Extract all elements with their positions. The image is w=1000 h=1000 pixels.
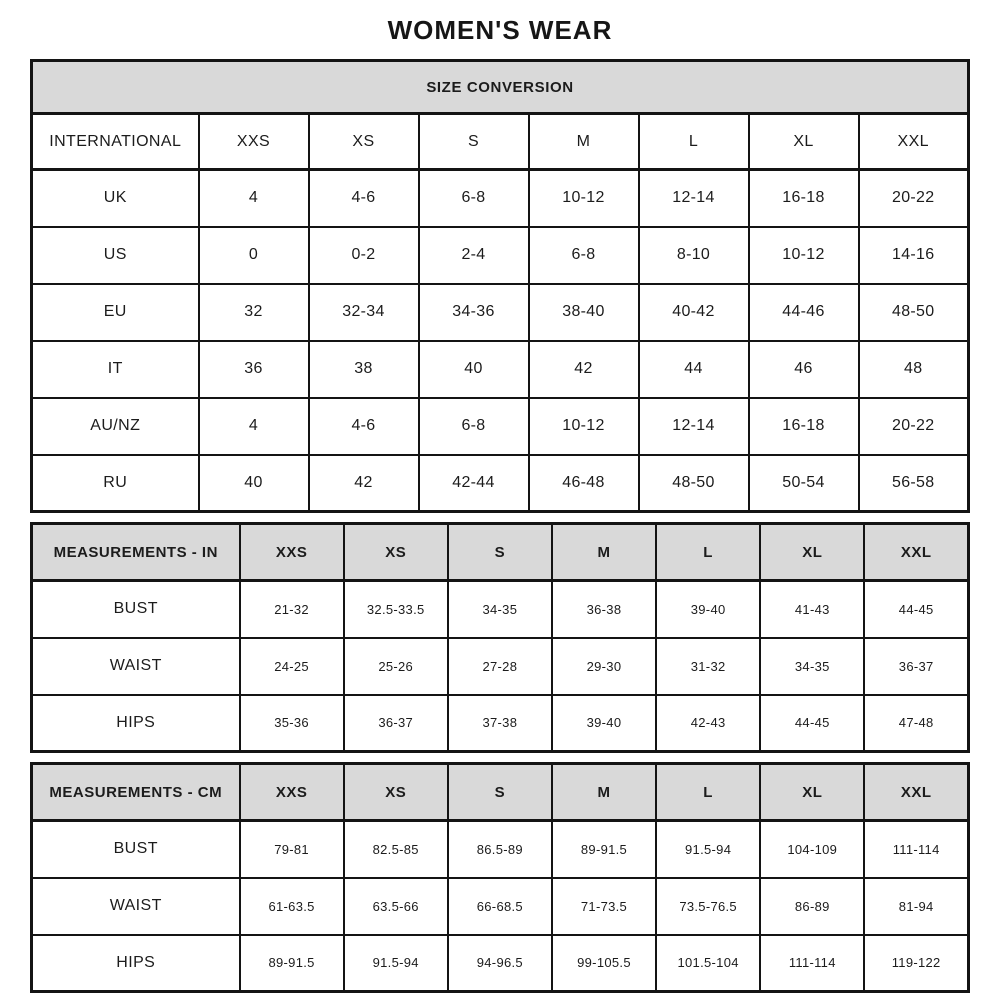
- row-label: BUST: [32, 581, 240, 638]
- size-value-cell: 31-32: [656, 638, 760, 695]
- table-row: [32, 821, 969, 878]
- column-header: XS: [344, 524, 448, 581]
- row-label: US: [32, 227, 199, 284]
- column-header: XXS: [240, 764, 344, 821]
- column-header: L: [656, 524, 760, 581]
- table-row: [32, 227, 969, 284]
- size-value-cell: 16-18: [749, 398, 859, 455]
- column-header: L: [639, 114, 749, 170]
- size-value-cell: 111-114: [864, 821, 968, 878]
- size-value-cell: 42-43: [656, 695, 760, 752]
- row-header-label: INTERNATIONAL: [32, 114, 199, 170]
- size-value-cell: 36-37: [864, 638, 968, 695]
- size-value-cell: 20-22: [859, 170, 969, 227]
- size-value-cell: 4: [199, 398, 309, 455]
- size-value-cell: 86.5-89: [448, 821, 552, 878]
- column-header-row: [32, 524, 969, 581]
- size-value-cell: 6-8: [419, 398, 529, 455]
- row-label: HIPS: [32, 695, 240, 752]
- size-value-cell: 32.5-33.5: [344, 581, 448, 638]
- size-value-cell: 38: [309, 341, 419, 398]
- size-value-cell: 27-28: [448, 638, 552, 695]
- size-value-cell: 42: [309, 455, 419, 512]
- table-title: SIZE CONVERSION: [32, 61, 969, 114]
- table-row: [32, 935, 969, 992]
- size-value-cell: 101.5-104: [656, 935, 760, 992]
- size-value-cell: 111-114: [760, 935, 864, 992]
- row-label: UK: [32, 170, 199, 227]
- size-value-cell: 41-43: [760, 581, 864, 638]
- size-value-cell: 10-12: [749, 227, 859, 284]
- row-header-label: MEASUREMENTS - IN: [32, 524, 240, 581]
- column-header: L: [656, 764, 760, 821]
- table-row: [32, 638, 969, 695]
- size-value-cell: 40: [199, 455, 309, 512]
- column-header: XL: [749, 114, 859, 170]
- size-value-cell: 44-45: [760, 695, 864, 752]
- size-value-cell: 71-73.5: [552, 878, 656, 935]
- column-header: M: [552, 524, 656, 581]
- size-value-cell: 50-54: [749, 455, 859, 512]
- size-value-cell: 99-105.5: [552, 935, 656, 992]
- size-value-cell: 46: [749, 341, 859, 398]
- size-value-cell: 39-40: [552, 695, 656, 752]
- table-title-row: [32, 61, 969, 114]
- size-value-cell: 47-48: [864, 695, 968, 752]
- size-value-cell: 34-35: [760, 638, 864, 695]
- measurements-cm-body: [32, 821, 969, 992]
- table-row: [32, 284, 969, 341]
- size-value-cell: 42-44: [419, 455, 529, 512]
- measurements-in-body: [32, 581, 969, 752]
- row-label: HIPS: [32, 935, 240, 992]
- size-conversion-table: [30, 59, 970, 513]
- size-value-cell: 63.5-66: [344, 878, 448, 935]
- size-value-cell: 29-30: [552, 638, 656, 695]
- size-value-cell: 36-37: [344, 695, 448, 752]
- size-value-cell: 89-91.5: [552, 821, 656, 878]
- measurements-cm-header: [32, 764, 969, 821]
- size-value-cell: 25-26: [344, 638, 448, 695]
- column-header: S: [419, 114, 529, 170]
- size-value-cell: 34-35: [448, 581, 552, 638]
- table-row: [32, 878, 969, 935]
- size-value-cell: 12-14: [639, 398, 749, 455]
- size-value-cell: 0-2: [309, 227, 419, 284]
- size-value-cell: 0: [199, 227, 309, 284]
- size-value-cell: 81-94: [864, 878, 968, 935]
- size-value-cell: 4-6: [309, 398, 419, 455]
- size-value-cell: 20-22: [859, 398, 969, 455]
- size-value-cell: 79-81: [240, 821, 344, 878]
- size-value-cell: 4: [199, 170, 309, 227]
- size-conversion-body: [32, 170, 969, 512]
- size-value-cell: 48-50: [639, 455, 749, 512]
- size-value-cell: 6-8: [529, 227, 639, 284]
- column-header: XXL: [864, 764, 968, 821]
- measurements-in-header: [32, 524, 969, 581]
- size-value-cell: 10-12: [529, 170, 639, 227]
- column-header: XS: [344, 764, 448, 821]
- size-value-cell: 32: [199, 284, 309, 341]
- size-value-cell: 21-32: [240, 581, 344, 638]
- size-value-cell: 44-45: [864, 581, 968, 638]
- table-row: [32, 455, 969, 512]
- size-value-cell: 73.5-76.5: [656, 878, 760, 935]
- size-value-cell: 48: [859, 341, 969, 398]
- size-value-cell: 44: [639, 341, 749, 398]
- size-value-cell: 35-36: [240, 695, 344, 752]
- size-value-cell: 40-42: [639, 284, 749, 341]
- page-title: WOMEN'S WEAR: [387, 15, 613, 45]
- size-value-cell: 8-10: [639, 227, 749, 284]
- table-row: [32, 170, 969, 227]
- table-row: [32, 341, 969, 398]
- size-value-cell: 34-36: [419, 284, 529, 341]
- row-label: AU/NZ: [32, 398, 199, 455]
- column-header: XL: [760, 524, 864, 581]
- column-header: XS: [309, 114, 419, 170]
- size-conversion-header: [32, 61, 969, 170]
- column-header: M: [552, 764, 656, 821]
- size-value-cell: 10-12: [529, 398, 639, 455]
- measurements-cm-table: [30, 762, 970, 993]
- table-row: [32, 695, 969, 752]
- size-value-cell: 46-48: [529, 455, 639, 512]
- size-value-cell: 44-46: [749, 284, 859, 341]
- column-header: XXL: [864, 524, 968, 581]
- column-header: S: [448, 764, 552, 821]
- size-value-cell: 2-4: [419, 227, 529, 284]
- size-value-cell: 12-14: [639, 170, 749, 227]
- column-header: S: [448, 524, 552, 581]
- table-row: [32, 398, 969, 455]
- size-value-cell: 32-34: [309, 284, 419, 341]
- row-label: EU: [32, 284, 199, 341]
- row-label: RU: [32, 455, 199, 512]
- size-value-cell: 48-50: [859, 284, 969, 341]
- size-value-cell: 16-18: [749, 170, 859, 227]
- size-value-cell: 56-58: [859, 455, 969, 512]
- size-value-cell: 24-25: [240, 638, 344, 695]
- size-value-cell: 61-63.5: [240, 878, 344, 935]
- size-value-cell: 86-89: [760, 878, 864, 935]
- size-value-cell: 14-16: [859, 227, 969, 284]
- size-value-cell: 89-91.5: [240, 935, 344, 992]
- size-value-cell: 38-40: [529, 284, 639, 341]
- row-label: WAIST: [32, 878, 240, 935]
- row-label: BUST: [32, 821, 240, 878]
- measurements-in-table: [30, 522, 970, 753]
- size-value-cell: 6-8: [419, 170, 529, 227]
- row-header-label: MEASUREMENTS - CM: [32, 764, 240, 821]
- size-value-cell: 36-38: [552, 581, 656, 638]
- column-header: XXL: [859, 114, 969, 170]
- size-value-cell: 104-109: [760, 821, 864, 878]
- row-label: IT: [32, 341, 199, 398]
- size-value-cell: 91.5-94: [656, 821, 760, 878]
- size-value-cell: 40: [419, 341, 529, 398]
- column-header-row: [32, 764, 969, 821]
- size-value-cell: 94-96.5: [448, 935, 552, 992]
- size-value-cell: 36: [199, 341, 309, 398]
- column-header: M: [529, 114, 639, 170]
- size-value-cell: 91.5-94: [344, 935, 448, 992]
- column-header: XXS: [240, 524, 344, 581]
- size-value-cell: 37-38: [448, 695, 552, 752]
- size-value-cell: 66-68.5: [448, 878, 552, 935]
- column-header-row: [32, 114, 969, 170]
- column-header: XXS: [199, 114, 309, 170]
- column-header: XL: [760, 764, 864, 821]
- size-value-cell: 82.5-85: [344, 821, 448, 878]
- table-row: [32, 581, 969, 638]
- size-value-cell: 4-6: [309, 170, 419, 227]
- size-value-cell: 119-122: [864, 935, 968, 992]
- row-label: WAIST: [32, 638, 240, 695]
- size-value-cell: 39-40: [656, 581, 760, 638]
- size-value-cell: 42: [529, 341, 639, 398]
